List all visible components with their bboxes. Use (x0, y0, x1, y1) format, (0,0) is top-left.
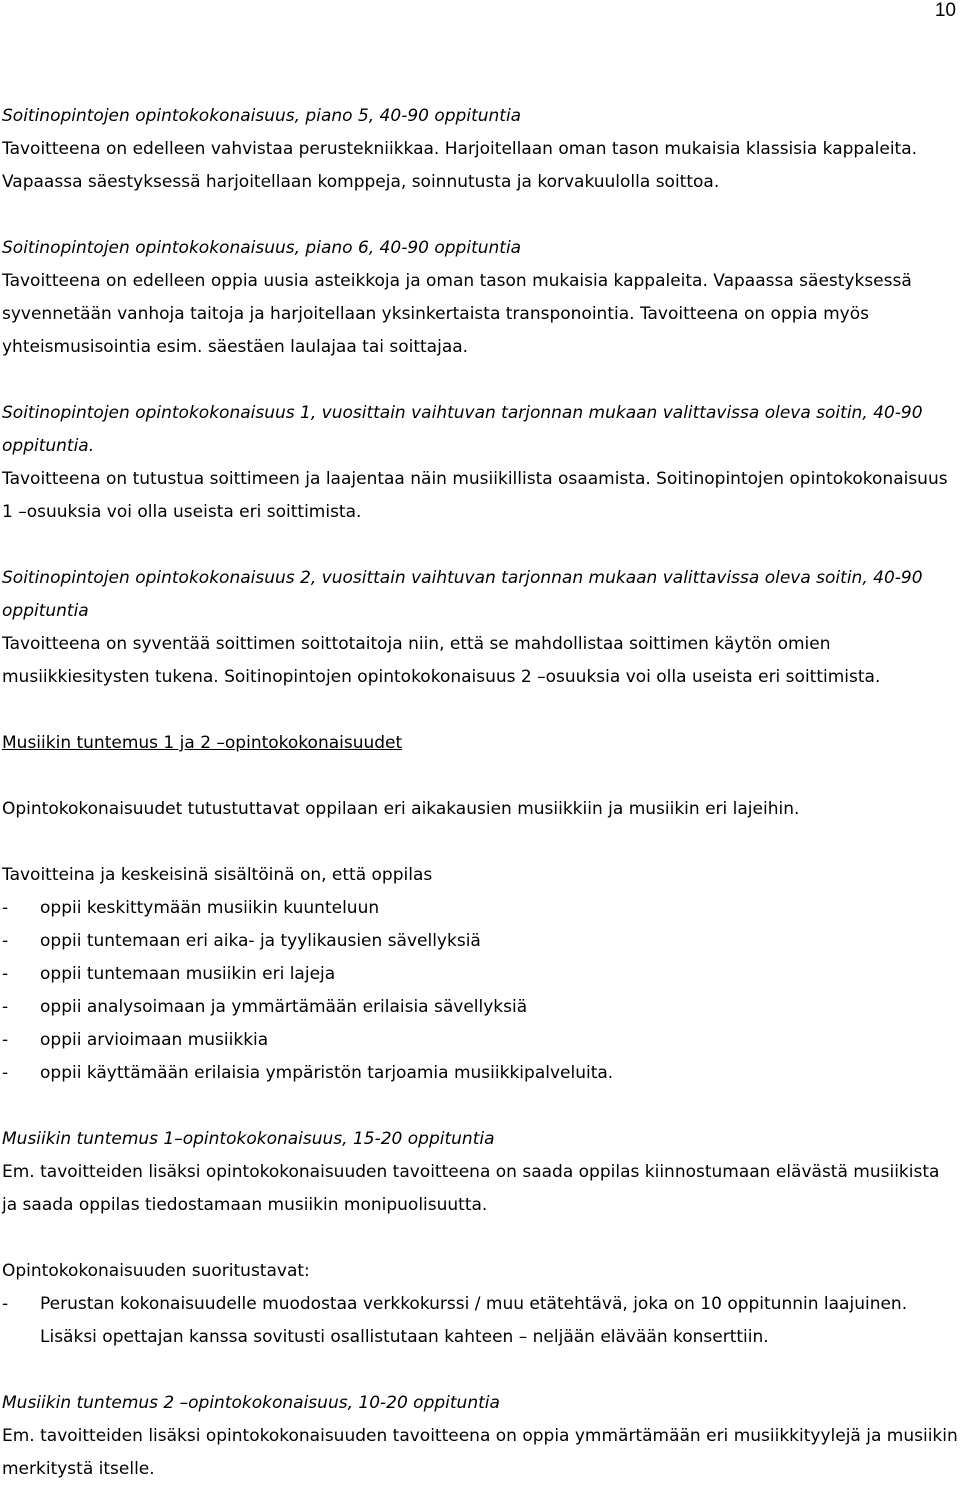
section-body: Tavoitteena on syventää soittimen soittotaitoja niin, että se mahdollistaa soittimen käytön omien musiikkiesitysten tukena. Soitinopintojen opintokokonaisuus 2 –osuuksia voi olla useista eri soittimista. (2, 634, 881, 687)
list-item-text: Perustan kokonaisuudelle muodostaa verkkokurssi / muu etätehtävä, joka on 10 oppitunnin laajuinen. Lisäksi opettajan kanssa sovitusti osallistutaan kahteen – neljään elävään konserttiin. (40, 1294, 908, 1347)
section-heading: Soitinopintojen opintokokonaisuus, piano 5, 40-90 oppituntia (2, 106, 522, 126)
list-marker: - (2, 1294, 9, 1314)
section-body: Tavoitteena on edelleen vahvistaa perustekniikkaa. Harjoitellaan oman tason mukaisia klassisia kappaleita. Vapaassa säestyksessä harjoitellaan komppeja, soinnutusta ja korvakuulolla soittoa. (2, 139, 918, 192)
section-tuntemus-goals (2, 859, 958, 1090)
section-heading: Soitinopintojen opintokokonaisuus, piano 6, 40-90 oppituntia (2, 238, 522, 258)
document-body (2, 100, 958, 1486)
section-suoritustavat (2, 1255, 958, 1354)
section-tuntemus-intro (2, 793, 958, 826)
list-item-text: oppii tuntemaan eri aika- ja tyylikausien sävellyksiä (40, 931, 481, 951)
section-heading: Musiikin tuntemus 1–opintokokonaisuus, 15-20 oppituntia (2, 1129, 495, 1149)
list-item (2, 1024, 958, 1057)
section-tuntemus-2 (2, 1387, 958, 1486)
section-tuntemus-1 (2, 1123, 958, 1222)
list-item-text: oppii analysoimaan ja ymmärtämään erilaisia sävellyksiä (40, 997, 528, 1017)
goals-intro: Tavoitteina ja keskeisinä sisältöinä on, että oppilas (2, 865, 433, 885)
section-piano-6 (2, 232, 958, 364)
section-body: Em. tavoitteiden lisäksi opintokokonaisuuden tavoitteena on saada oppilas kiinnostumaan elävästä musiikista ja saada oppilas tiedostamaan musiikin monipuolisuutta. (2, 1162, 940, 1215)
section-body: Em. tavoitteiden lisäksi opintokokonaisuuden tavoitteena on oppia ymmärtämään eri musiikkityylejä ja musiikin merkitystä itselle. (2, 1426, 958, 1479)
list-item (2, 892, 958, 925)
list-item (2, 925, 958, 958)
list-marker: - (2, 964, 9, 984)
page-number: 10 (934, 0, 956, 21)
list-marker: - (2, 997, 9, 1017)
list-item (2, 991, 958, 1024)
list-marker: - (2, 898, 9, 918)
section-soitin-2 (2, 562, 958, 694)
list-marker: - (2, 1063, 9, 1083)
list-marker: - (2, 931, 9, 951)
section-heading: Opintokokonaisuuden suoritustavat: (2, 1261, 310, 1281)
section-heading: Musiikin tuntemus 2 –opintokokonaisuus, 10-20 oppituntia (2, 1393, 500, 1413)
section-body: Opintokokonaisuudet tutustuttavat oppilaan eri aikakausien musiikkiin ja musiikin eri lajeihin. (2, 799, 800, 819)
list-item-text: oppii käyttämään erilaisia ympäristön tarjoamia musiikkipalveluita. (40, 1063, 614, 1083)
list-item-text: oppii arvioimaan musiikkia (40, 1030, 269, 1050)
list-item (2, 1057, 958, 1090)
section-soitin-1 (2, 397, 958, 529)
list-marker: - (2, 1030, 9, 1050)
section-body: Tavoitteena on tutustua soittimeen ja laajentaa näin musiikillista osaamista. Soitinopintojen opintokokonaisuus 1 –osuuksia voi olla useista eri soittimista. (2, 469, 948, 522)
list-item-text: oppii tuntemaan musiikin eri lajeja (40, 964, 336, 984)
section-heading: Soitinopintojen opintokokonaisuus 1, vuosittain vaihtuvan tarjonnan mukaan valittavissa oleva soitin, 40-90 oppituntia. (2, 403, 923, 456)
section-body: Tavoitteena on edelleen oppia uusia asteikkoja ja oman tason mukaisia kappaleita. Vapaassa säestyksessä syvennetään vanhoja taitoja ja harjoitellaan yksinkertaista transponointia. Tavoitteena on oppia myös yhteismusisointia esim. säestäen laulajaa tai soittajaa. (2, 271, 912, 357)
list-item (2, 1288, 958, 1354)
section-tuntemus-heading (2, 727, 958, 760)
section-heading: Soitinopintojen opintokokonaisuus 2, vuosittain vaihtuvan tarjonnan mukaan valittavissa oleva soitin, 40-90 oppituntia (2, 568, 923, 621)
list-item (2, 958, 958, 991)
goals-list (2, 892, 958, 1090)
section-heading: Musiikin tuntemus 1 ja 2 –opintokokonaisuudet (2, 733, 403, 753)
section-piano-5 (2, 100, 958, 199)
list-item-text: oppii keskittymään musiikin kuunteluun (40, 898, 380, 918)
